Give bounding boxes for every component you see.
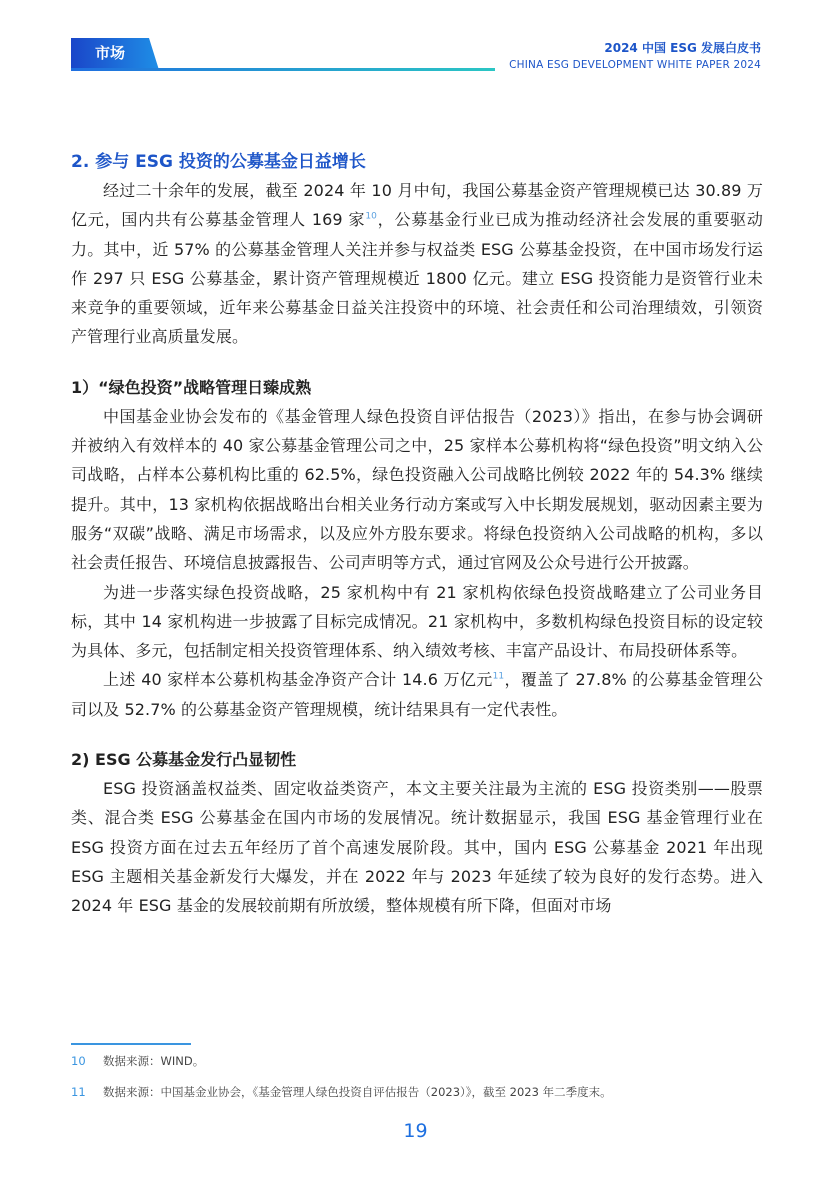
footnote-ref[interactable]: 11: [492, 672, 505, 683]
subsection-heading-2: 2) ESG 公募基金发行凸显韧性: [71, 750, 297, 770]
footnote: [71, 1084, 612, 1100]
section-heading: 2. 参与 ESG 投资的公募基金日益增长: [71, 152, 366, 172]
paragraph-text: 经过二十余年的发展，截至 2024 年 10 月中旬，我国公募基金资产管理规模已达 30.89 万亿元，国内共有公募基金管理人 169 家: [71, 181, 763, 230]
footnote: [71, 1053, 204, 1069]
subsection-paragraph: ESG 投资涵盖权益类、固定收益类资产，本文主要关注最为主流的 ESG 投资类别——股票类、混合类 ESG 公募基金在国内市场的发展情况。统计数据显示，我国 ESG 基金管理行业在 ESG 投资方面在过去五年经历了首个高速发展阶段。其中，国内 ESG 公募基金 2021 年出现 ESG 主题相关基金新发行大爆发，并在 2022 年与 2023 年延续了较为良好的发行态势。进入 2024 年 ESG 基金的发展较前期有所放缓，整体规模有所下降，但面对市场: [71, 779, 763, 916]
header-divider: [71, 68, 495, 71]
document-subtitle: CHINA ESG DEVELOPMENT WHITE PAPER 2024: [509, 59, 761, 71]
footnote-number: 11: [71, 1085, 86, 1099]
subsection-paragraph: 为进一步落实绿色投资战略，25 家机构中有 21 家机构依绿色投资战略建立了公司业务目标，其中 14 家机构进一步披露了目标完成情况。21 家机构中，多数机构绿色投资目标的设定较为具体、多元，包括制定相关投资管理体系、纳入绩效考核、丰富产品设计、布局投研体系等。: [71, 582, 763, 661]
paragraph-text: ，公募基金行业已成为推动经济社会发展的重要驱动力。其中，近 57% 的公募基金管理人关注并参与权益类 ESG 公募基金投资，在中国市场发行运作 297 只 ESG 公募基金，累计资产管理规模近 1800 亿元。建立 ESG 投资能力是资管行业未来竞争的重要领域，近年来公募基金日益关注投资中的环境、社会责任和公司治理绩效，引领资产管理行业高质量发展。: [71, 210, 763, 347]
subsection-paragraph: 中国基金业协会发布的《基金管理人绿色投资自评估报告（2023）》指出，在参与协会调研并被纳入有效样本的 40 家公募基金管理公司之中，25 家样本公募机构将“绿色投资”明文纳入公司战略，占样本公募机构比重的 62.5%，绿色投资融入公司战略比例较 2022 年的 54.3% 继续提升。其中，13 家机构依据战略出台相关业务行动方案或写入中长期发展规划，驱动因素主要为服务“双碳”战略、满足市场需求，以及应外方股东要求。将绿色投资纳入公司战略的机构，多以社会责任报告、环境信息披露报告、公司声明等方式，通过官网及公众号进行公开披露。: [71, 406, 763, 573]
subsection-heading-1: 1）“绿色投资”战略管理日臻成熟: [71, 377, 312, 397]
paragraph-text: 上述 40 家样本公募机构基金净资产合计 14.6 万亿元: [103, 670, 493, 690]
main-content: [71, 148, 763, 921]
footnote-divider: [71, 1043, 191, 1045]
footnote-number: 10: [71, 1054, 86, 1068]
page-number: 19: [403, 1120, 428, 1142]
footnote-ref[interactable]: 10: [365, 211, 377, 222]
paragraph-text: ，覆盖了 27.8% 的公募基金管理公司以及 52.7% 的公募基金资产管理规模，统计结果具有一定代表性。: [71, 670, 763, 719]
section-paragraph: [71, 176, 763, 352]
subsection-paragraph: [71, 665, 763, 724]
document-title: 2024 中国 ESG 发展白皮书: [604, 41, 761, 55]
footnote-text: 数据来源：中国基金业协会，《基金管理人绿色投资自评估报告（2023）》，截至 2023 年二季度末。: [103, 1085, 612, 1099]
section-tag: 市场: [95, 44, 126, 62]
footnote-text: 数据来源：WIND。: [103, 1054, 205, 1068]
page-header: [0, 0, 831, 80]
